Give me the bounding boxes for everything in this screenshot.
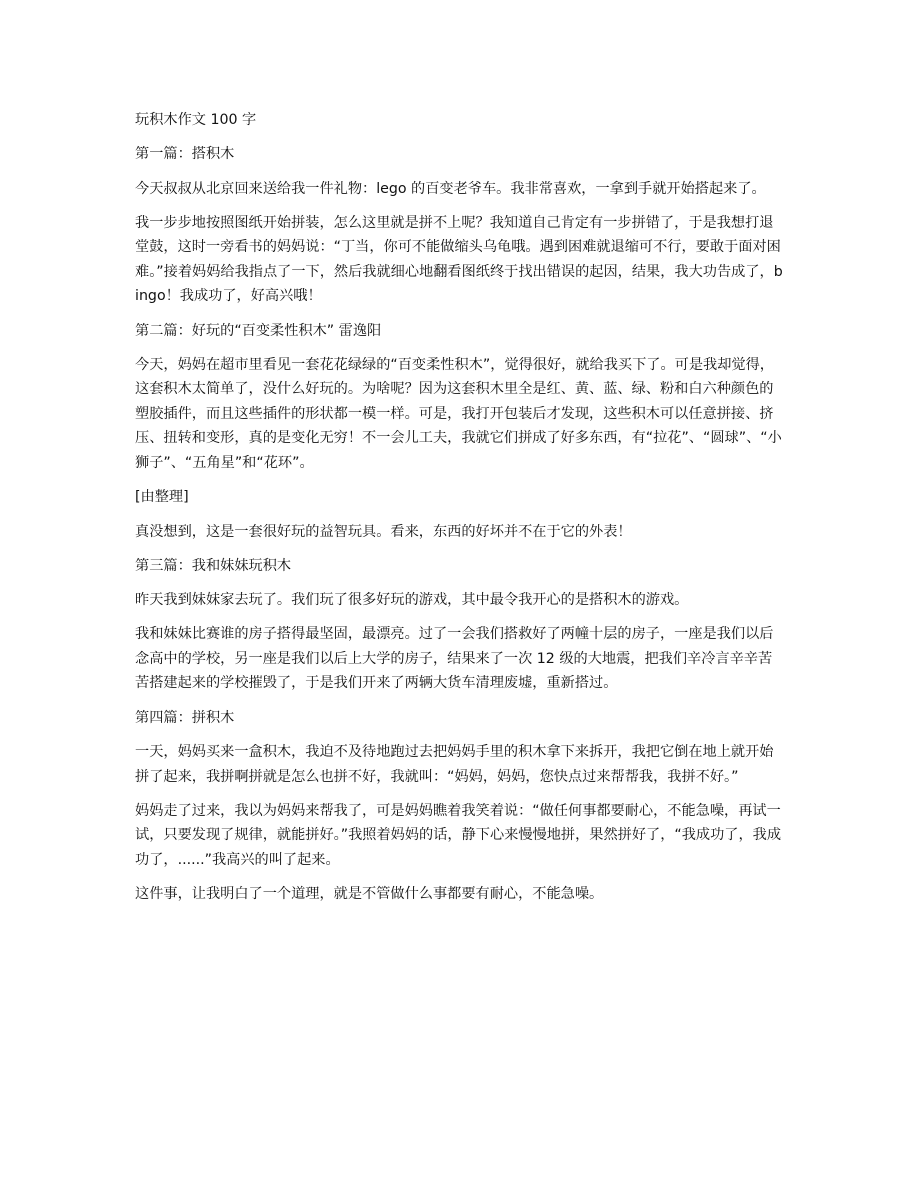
paragraph: 我一步步地按照图纸开始拼装，怎么这里就是拼不上呢？我知道自己肯定有一步拼错了，于是我想打退堂鼓，这时一旁看书的妈妈说：“丁当，你可不能做缩头乌龟哦。遇到困难就退缩可不行，要敢于面对困难。”接着妈妈给我指点了一下，然后我就细心地翻看图纸终于找出错误的起因，结果，我大功告成了，bingo！我成功了，好高兴哦！ <box>135 214 783 305</box>
heading-part-3: 第三篇：我和妹妹玩积木 <box>135 557 292 574</box>
paragraph: 妈妈走了过来，我以为妈妈来帮我了，可是妈妈瞧着我笑着说：“做任何事都要耐心，不能急噪，再试一试，只要发现了规律，就能拼好。”我照着妈妈的话，静下心来慢慢地拼，果然拼好了，“我成功了，我成功了，......”我高兴的叫了起来。 <box>135 802 782 868</box>
paragraph: 今天叔叔从北京回来送给我一件礼物：lego 的百变老爷车。我非常喜欢，一拿到手就开始搭起来了。 <box>135 180 766 197</box>
paragraph: 我和妹妹比赛谁的房子搭得最坚固，最漂亮。过了一会我们搭救好了两幢十层的房子，一座是我们以后念高中的学校，另一座是我们以后上大学的房子，结果来了一次 12 级的大地震，把我们辛冷言辛辛苦苦搭建起来的学校摧毁了，于是我们开来了两辆大货车清理废墟，重新搭过。 <box>135 626 774 692</box>
paragraph: 昨天我到妹妹家去玩了。我们玩了很多好玩的游戏，其中最令我开心的是搭积木的游戏。 <box>135 592 689 609</box>
document-title: 玩积木作文 100 字 <box>135 112 257 128</box>
paragraph: 这件事，让我明白了一个道理，就是不管做什么事都要有耐心，不能急噪。 <box>135 886 604 903</box>
heading-part-2: 第二篇：好玩的“百变柔性积木” 雷逸阳 <box>135 322 382 339</box>
paragraph: 一天，妈妈买来一盒积木，我迫不及待地跑过去把妈妈手里的积木拿下来拆开，我把它倒在地上就开始拼了起来，我拼啊拼就是怎么也拼不好，我就叫：“妈妈，妈妈，您快点过来帮帮我，我拼不好。” <box>135 744 774 785</box>
paragraph: 真没想到，这是一套很好玩的益智玩具。看来，东西的好坏并不在于它的外表！ <box>135 523 632 540</box>
heading-part-1: 第一篇：搭积木 <box>135 146 235 163</box>
paragraph: 今天，妈妈在超市里看见一套花花绿绿的“百变柔性积木”，觉得很好，就给我买下了。可是我却觉得，这套积木太简单了，没什么好玩的。为啥呢？因为这套积木里全是红、黄、蓝、绿、粉和白六种颜色的塑胶插件，而且这些插件的形状都一模一样。可是，我打开包装后才发现，这些积木可以任意拼接、挤压、扭转和变形，真的是变化无穷！不一会儿工夫，我就它们拼成了好多东西，有“拉花”、“圆球”、“小狮子”、“五角星”和“花环”。 <box>135 356 782 471</box>
source-note: [由整理] <box>135 489 189 506</box>
document-page <box>135 108 785 916</box>
heading-part-4: 第四篇：拼积木 <box>135 709 235 726</box>
